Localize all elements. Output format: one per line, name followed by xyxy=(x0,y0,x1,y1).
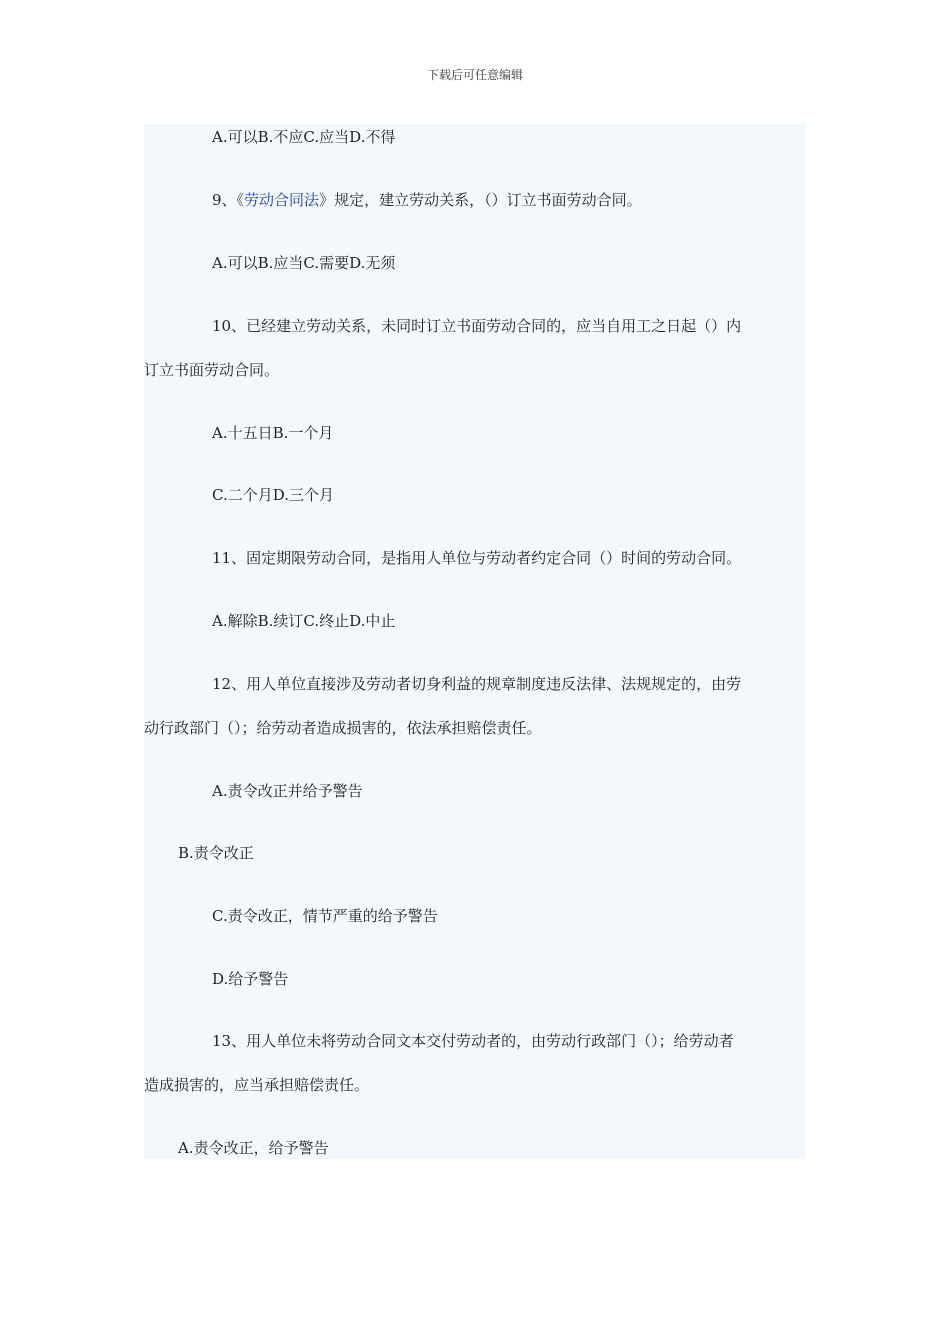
question-11: 11、固定期限劳动合同，是指用人单位与劳动者约定合同（）时间的劳动合同。 xyxy=(212,549,742,567)
question-13-line-1: 13、用人单位未将劳动合同文本交付劳动者的，由劳动行政部门（）；给劳动者 xyxy=(212,1032,734,1050)
answer-option-q12-c: C.责令改正，情节严重的给予警告 xyxy=(212,907,438,925)
question-9 xyxy=(144,189,874,211)
answer-options-q10-a: A.十五日B.一个月 xyxy=(212,424,334,442)
question-10-line-2: 订立书面劳动合同。 xyxy=(144,361,280,379)
answer-option-q13-a: A.责令改正，给予警告 xyxy=(178,1139,329,1157)
answer-option-q12-b: B.责令改正 xyxy=(178,844,254,862)
question-9-suffix: 》规定，建立劳动关系，（）订立书面劳动合同。 xyxy=(319,191,642,209)
page-header: 下载后可任意编辑 xyxy=(426,68,523,82)
answer-options-q10-b: C.二个月D.三个月 xyxy=(212,486,334,504)
labor-contract-law-link[interactable]: 劳动合同法 xyxy=(244,191,320,209)
answer-option-q12-d: D.给予警告 xyxy=(212,970,289,988)
question-12-line-2: 动行政部门（）；给劳动者造成损害的，依法承担赔偿责任。 xyxy=(144,719,542,737)
question-9-prefix: 9、《 xyxy=(212,191,245,209)
answer-option-q12-a: A.责令改正并给予警告 xyxy=(212,782,363,800)
answer-options-q11: A.解除B.续订C.终止D.中止 xyxy=(212,612,396,630)
question-10-line-1: 10、已经建立劳动关系，未同时订立书面劳动合同的，应当自用工之日起（）内 xyxy=(212,317,742,335)
answer-options-q9: A.可以B.应当C.需要D.无须 xyxy=(212,254,396,272)
answer-options-q8: A.可以B.不应C.应当D.不得 xyxy=(212,128,396,146)
question-13-line-2: 造成损害的，应当承担赔偿责任。 xyxy=(144,1076,370,1094)
question-12-line-1: 12、用人单位直接涉及劳动者切身利益的规章制度违反法律、法规规定的，由劳 xyxy=(212,675,742,693)
content-panel xyxy=(144,124,806,1159)
